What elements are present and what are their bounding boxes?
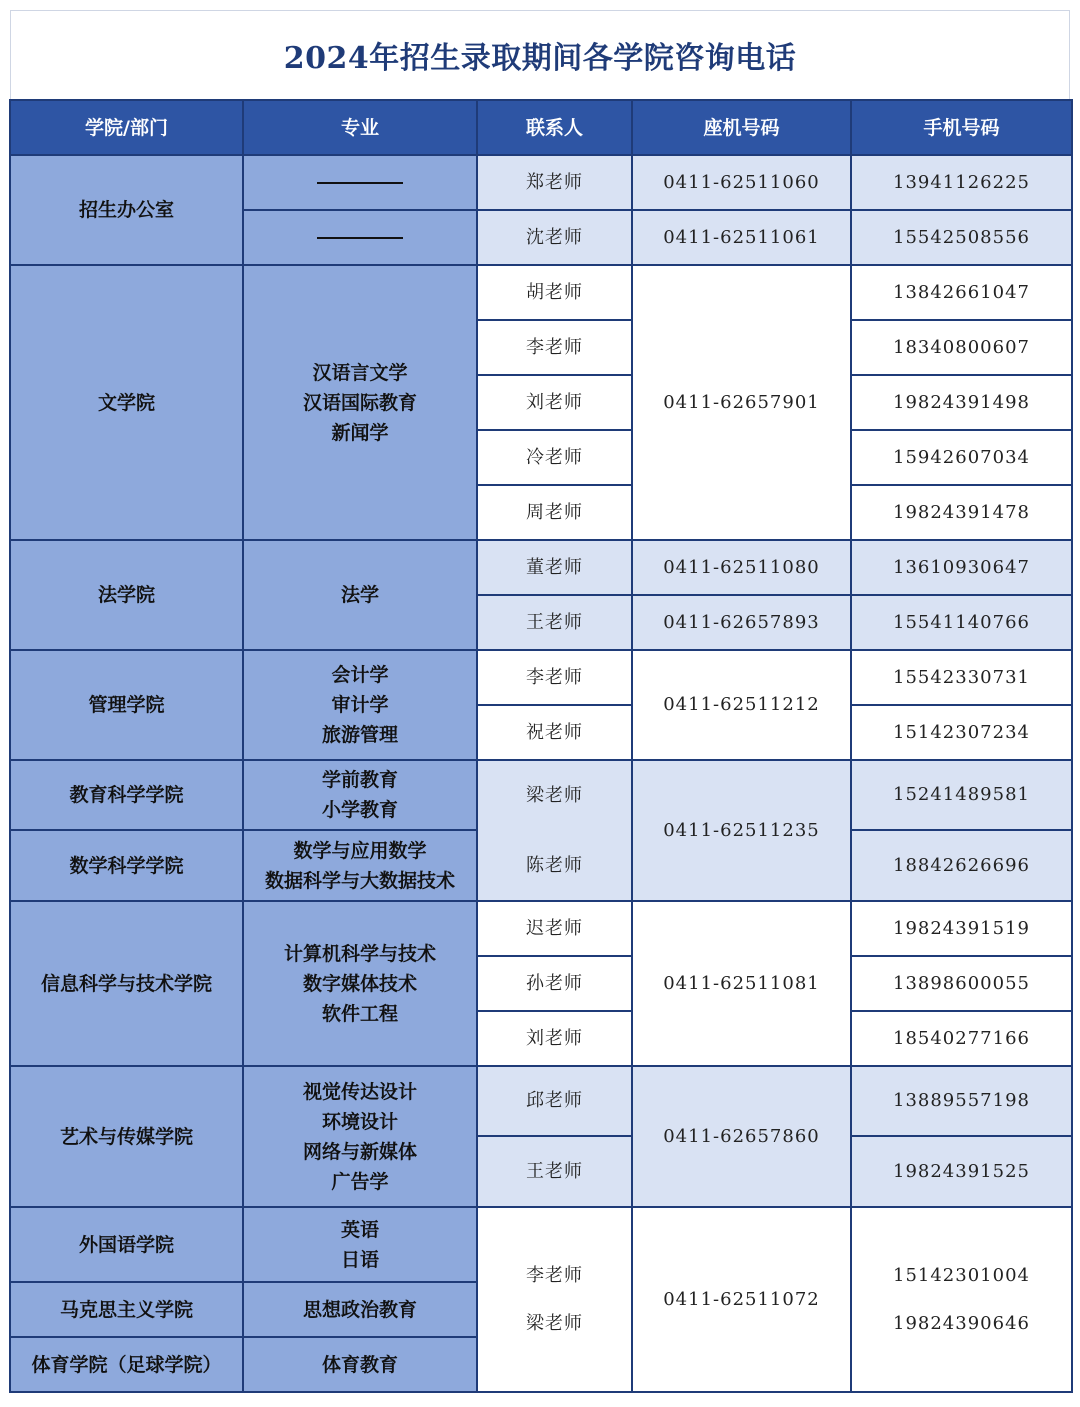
major-item: 日语 — [340, 1248, 379, 1271]
mobile-cell: 13610930647 — [851, 540, 1072, 595]
contact-name: 梁老师 — [526, 784, 583, 806]
major-item: 会计学 — [331, 664, 389, 686]
contact-name: 陈老师 — [526, 854, 583, 876]
contact-cell: 王老师 — [477, 1136, 632, 1207]
contact-cell: 李老师 — [477, 650, 632, 705]
dash-line — [317, 182, 403, 184]
major-cell — [243, 901, 477, 1066]
dept-cell: 管理学院 — [10, 650, 243, 760]
major-cell: 体育教育 — [243, 1337, 477, 1392]
dept-cell: 教育科学学院 — [10, 760, 243, 830]
mobile-cell: 13842661047 — [851, 265, 1072, 320]
header-contact: 联系人 — [477, 100, 632, 155]
header-row — [10, 100, 1072, 155]
table-row — [10, 265, 1072, 320]
contact-cell: 孙老师 — [477, 956, 632, 1011]
header-phone: 座机号码 — [632, 100, 851, 155]
contact-cell: 王老师 — [477, 595, 632, 650]
table-row — [10, 760, 1072, 830]
contact-cell — [477, 1207, 632, 1392]
mobile-cell: 18842626696 — [851, 830, 1072, 901]
mobile-cell: 13941126225 — [851, 155, 1072, 210]
table-row — [10, 650, 1072, 705]
header-major: 专业 — [243, 100, 477, 155]
major-cell — [243, 830, 477, 901]
contact-cell: 胡老师 — [477, 265, 632, 320]
phone-cell: 0411-62657901 — [632, 265, 851, 540]
contact-cell: 邱老师 — [477, 1066, 632, 1136]
major-cell: 思想政治教育 — [243, 1282, 477, 1337]
mobile-cell: 15142307234 — [851, 705, 1072, 760]
major-item: 数学与应用数学 — [293, 839, 427, 862]
contact-cell: 祝老师 — [477, 705, 632, 760]
phone-cell: 0411-62657893 — [632, 595, 851, 650]
dept-cell: 法学院 — [10, 540, 243, 650]
header-mobile: 手机号码 — [851, 100, 1072, 155]
major-cell — [243, 650, 477, 760]
dept-cell: 艺术与传媒学院 — [10, 1066, 243, 1207]
mobile-cell: 18540277166 — [851, 1011, 1072, 1066]
major-cell — [243, 265, 477, 540]
contact-table — [9, 99, 1073, 1393]
major-item: 小学教育 — [321, 799, 398, 821]
major-cell: 法学 — [243, 540, 477, 650]
major-item: 数字媒体技术 — [302, 972, 417, 995]
phone-cell: 0411-62511060 — [632, 155, 851, 210]
mobile-cell: 13889557198 — [851, 1066, 1072, 1136]
header-dept: 学院/部门 — [10, 100, 243, 155]
dept-cell: 体育学院（足球学院） — [10, 1337, 243, 1392]
title-box — [10, 10, 1070, 99]
table-row — [10, 155, 1072, 210]
dash-line — [317, 237, 403, 239]
phone-cell: 0411-62511072 — [632, 1207, 851, 1392]
major-cell — [243, 760, 477, 830]
mobile-cell: 13898600055 — [851, 956, 1072, 1011]
mobile-number: 19824390646 — [893, 1312, 1030, 1334]
dept-cell: 数学科学学院 — [10, 830, 243, 901]
phone-cell: 0411-62511080 — [632, 540, 851, 595]
contact-name: 李老师 — [526, 1264, 583, 1286]
major-item: 环境设计 — [321, 1110, 398, 1133]
mobile-cell: 19824391525 — [851, 1136, 1072, 1207]
major-placeholder — [243, 155, 477, 210]
table-row — [10, 540, 1072, 595]
phone-cell: 0411-62511081 — [632, 901, 851, 1066]
major-item: 学前教育 — [321, 769, 398, 791]
major-item: 汉语言文学 — [312, 361, 408, 384]
dept-cell: 文学院 — [10, 265, 243, 540]
table-row — [10, 901, 1072, 956]
major-cell — [243, 1066, 477, 1207]
phone-cell: 0411-62511212 — [632, 650, 851, 760]
mobile-cell: 15241489581 — [851, 760, 1072, 830]
major-cell — [243, 1207, 477, 1282]
dept-cell: 外国语学院 — [10, 1207, 243, 1282]
mobile-cell — [851, 1207, 1072, 1392]
dept-cell: 信息科学与技术学院 — [10, 901, 243, 1066]
mobile-cell: 15542330731 — [851, 650, 1072, 705]
major-item: 数据科学与大数据技术 — [264, 869, 455, 892]
mobile-number: 15142301004 — [893, 1264, 1030, 1286]
contact-cell: 董老师 — [477, 540, 632, 595]
mobile-cell: 18340800607 — [851, 320, 1072, 375]
contact-name: 梁老师 — [526, 1312, 583, 1334]
contact-cell: 沈老师 — [477, 210, 632, 265]
mobile-cell: 15542508556 — [851, 210, 1072, 265]
mobile-cell: 15942607034 — [851, 430, 1072, 485]
mobile-cell: 19824391498 — [851, 375, 1072, 430]
major-item: 广告学 — [331, 1170, 389, 1193]
major-item: 汉语国际教育 — [302, 391, 417, 414]
major-item: 旅游管理 — [321, 724, 398, 746]
major-item: 新闻学 — [331, 421, 389, 444]
major-placeholder — [243, 210, 477, 265]
mobile-cell: 19824391519 — [851, 901, 1072, 956]
mobile-cell: 15541140766 — [851, 595, 1072, 650]
major-item: 网络与新媒体 — [302, 1140, 417, 1163]
dept-cell: 马克思主义学院 — [10, 1282, 243, 1337]
contact-cell — [477, 760, 632, 901]
major-item: 审计学 — [331, 694, 389, 716]
major-item: 软件工程 — [321, 1002, 398, 1025]
contact-cell: 周老师 — [477, 485, 632, 540]
page-title: 2024年招生录取期间各学院咨询电话 — [283, 41, 797, 76]
contact-cell: 郑老师 — [477, 155, 632, 210]
major-item: 英语 — [340, 1218, 379, 1241]
mobile-cell: 19824391478 — [851, 485, 1072, 540]
contact-cell: 李老师 — [477, 320, 632, 375]
dept-cell: 招生办公室 — [10, 155, 243, 265]
contact-cell: 刘老师 — [477, 1011, 632, 1066]
contact-cell: 冷老师 — [477, 430, 632, 485]
phone-cell: 0411-62511235 — [632, 760, 851, 901]
major-item: 计算机科学与技术 — [283, 942, 436, 965]
contact-cell: 迟老师 — [477, 901, 632, 956]
table-row — [10, 1207, 1072, 1282]
major-item: 视觉传达设计 — [302, 1080, 417, 1103]
phone-cell: 0411-62511061 — [632, 210, 851, 265]
phone-cell: 0411-62657860 — [632, 1066, 851, 1207]
contact-cell: 刘老师 — [477, 375, 632, 430]
table-row — [10, 1066, 1072, 1136]
